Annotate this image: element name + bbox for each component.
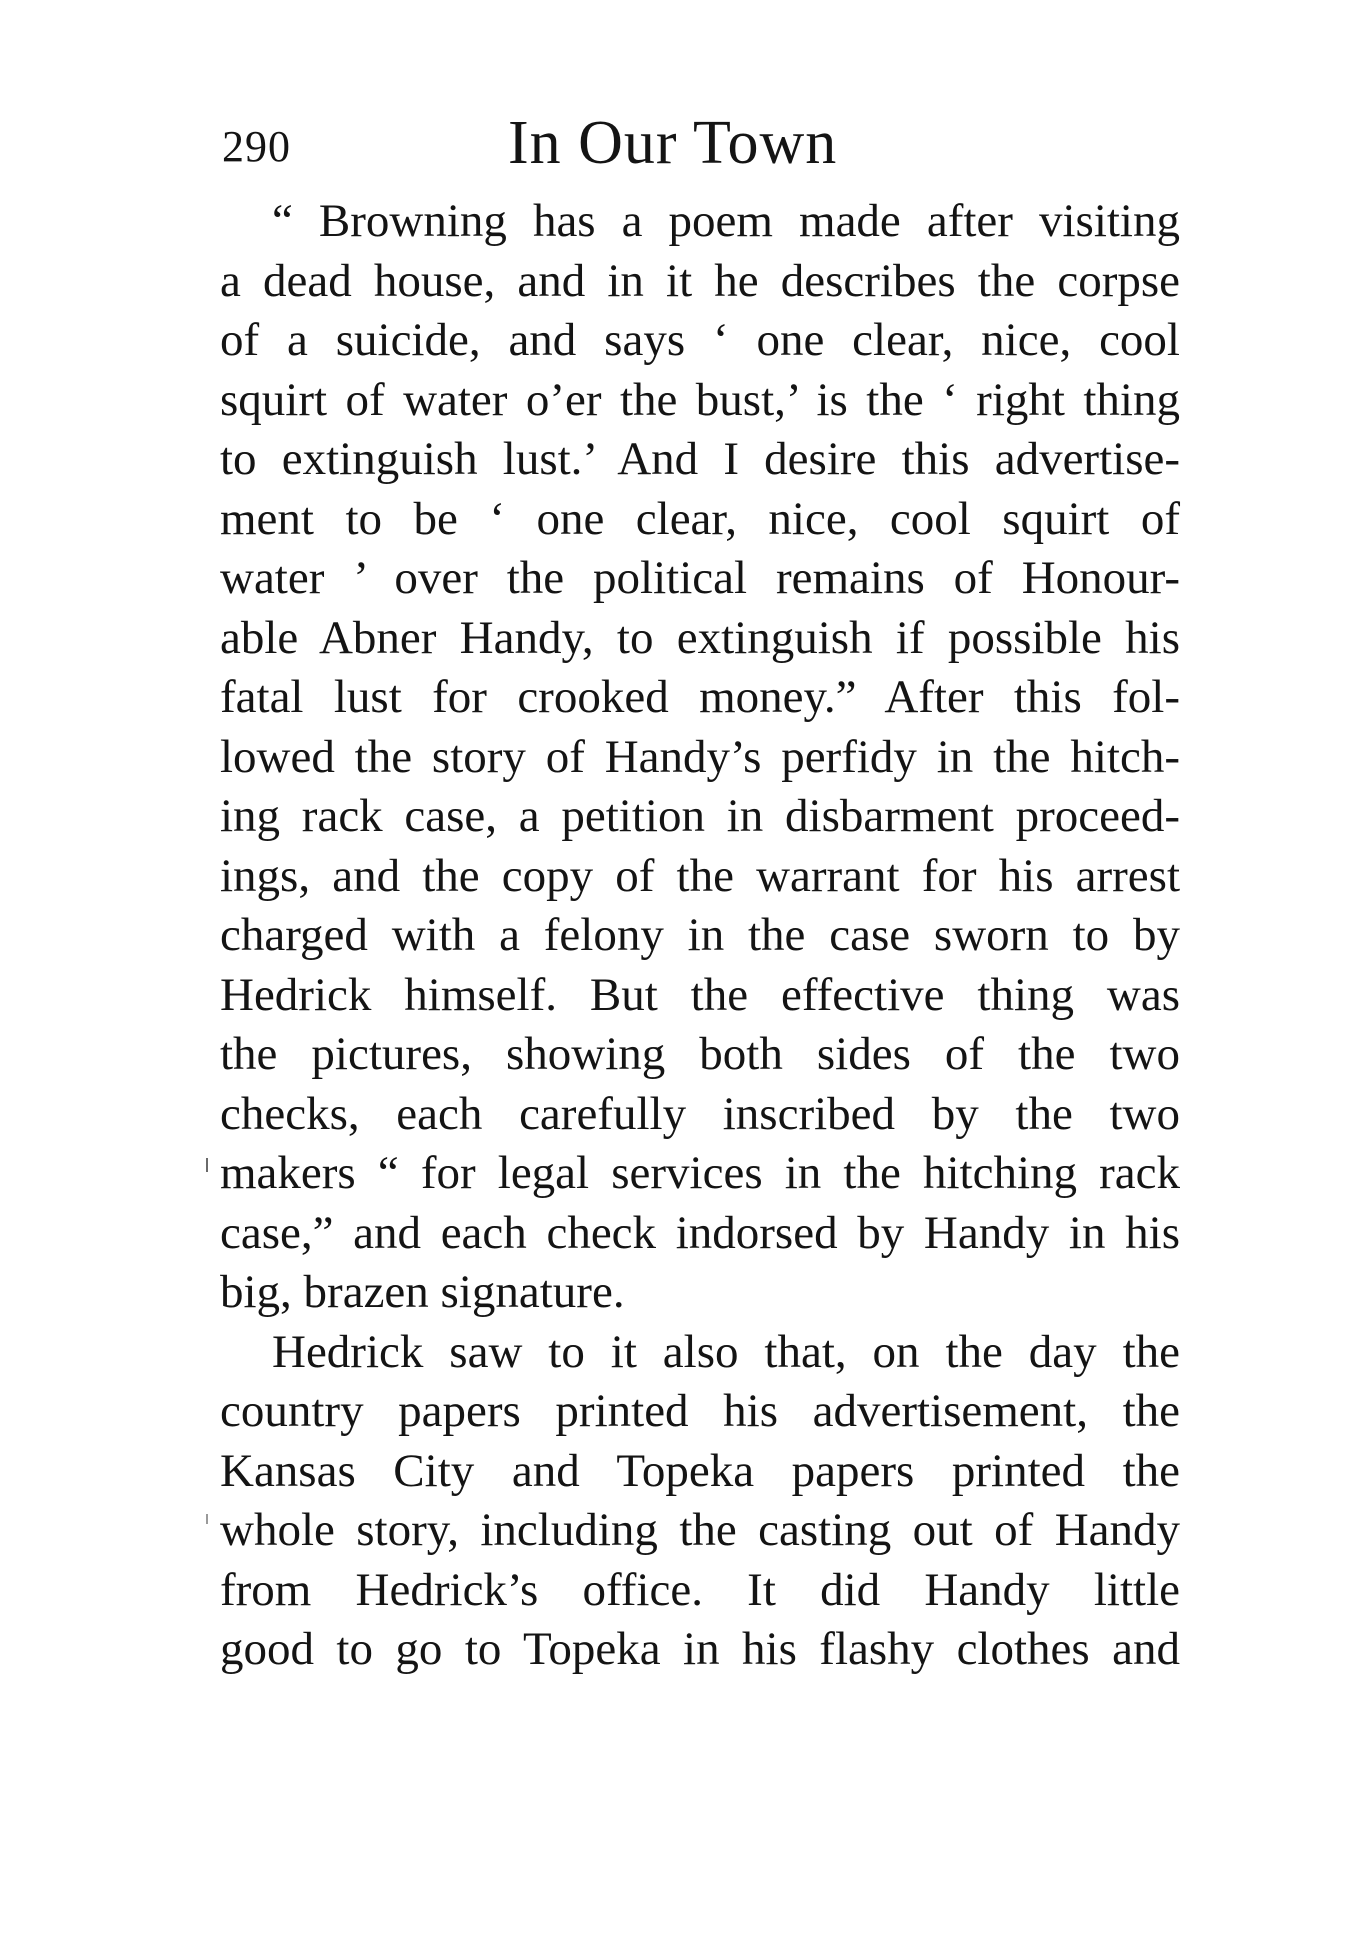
text-line: Kansas City and Topeka papers printed the	[220, 1444, 1180, 1497]
text-line: of a suicide, and says ‘ one clear, nice, cool	[220, 314, 1180, 366]
margin-mark	[206, 1514, 208, 1524]
text-line: ment to be ‘ one clear, nice, cool squirt of	[220, 492, 1180, 545]
text-line: country papers printed his advertisement, the	[220, 1385, 1180, 1437]
text-line: squirt of water o’er the bust,’ is the ‘ right thing	[220, 373, 1180, 426]
text-line: checks, each carefully inscribed by the two	[220, 1087, 1180, 1140]
margin-mark	[206, 1158, 208, 1172]
text-line: able Abner Handy, to extinguish if possible his	[220, 611, 1180, 664]
paragraph	[220, 1323, 1180, 1680]
text-line: case,” and each check indorsed by Handy in his	[220, 1206, 1180, 1259]
text-line: good to go to Topeka in his flashy clothes and	[220, 1623, 1180, 1675]
text-line: fatal lust for crooked money.” After this fol-	[220, 671, 1180, 723]
text-line: lowed the story of Handy’s perfidy in the hitch-	[220, 730, 1180, 783]
text-line: to extinguish lust.’ And I desire this advertise-	[220, 433, 1180, 485]
text-line: Hedrick himself. But the effective thing was	[220, 968, 1180, 1021]
text-line: makers “ for legal services in the hitching rack	[220, 1147, 1180, 1199]
body-text	[220, 192, 1180, 1680]
paragraph-continued	[220, 192, 1180, 1323]
text-line: Hedrick saw to it also that, on the day the	[272, 1325, 1180, 1378]
text-line: water ’ over the political remains of Honour-	[220, 552, 1180, 604]
text-line: from Hedrick’s office. It did Handy little	[220, 1563, 1180, 1616]
text-line: ings, and the copy of the warrant for his arrest	[220, 849, 1180, 902]
text-line: whole story, including the casting out of Handy	[220, 1504, 1180, 1556]
text-line: charged with a felony in the case sworn to by	[220, 909, 1180, 961]
running-title: In Our Town	[508, 109, 838, 177]
text-line: a dead house, and in it he describes the corpse	[220, 254, 1180, 307]
text-line: big, brazen signature.	[220, 1266, 625, 1318]
page-number: 290	[222, 122, 291, 171]
text-line: “ Browning has a poem made after visiting	[272, 195, 1180, 247]
text-line: ing rack case, a petition in disbarment proceed-	[220, 790, 1180, 842]
running-head	[222, 108, 1182, 178]
text-line: the pictures, showing both sides of the two	[220, 1028, 1180, 1080]
